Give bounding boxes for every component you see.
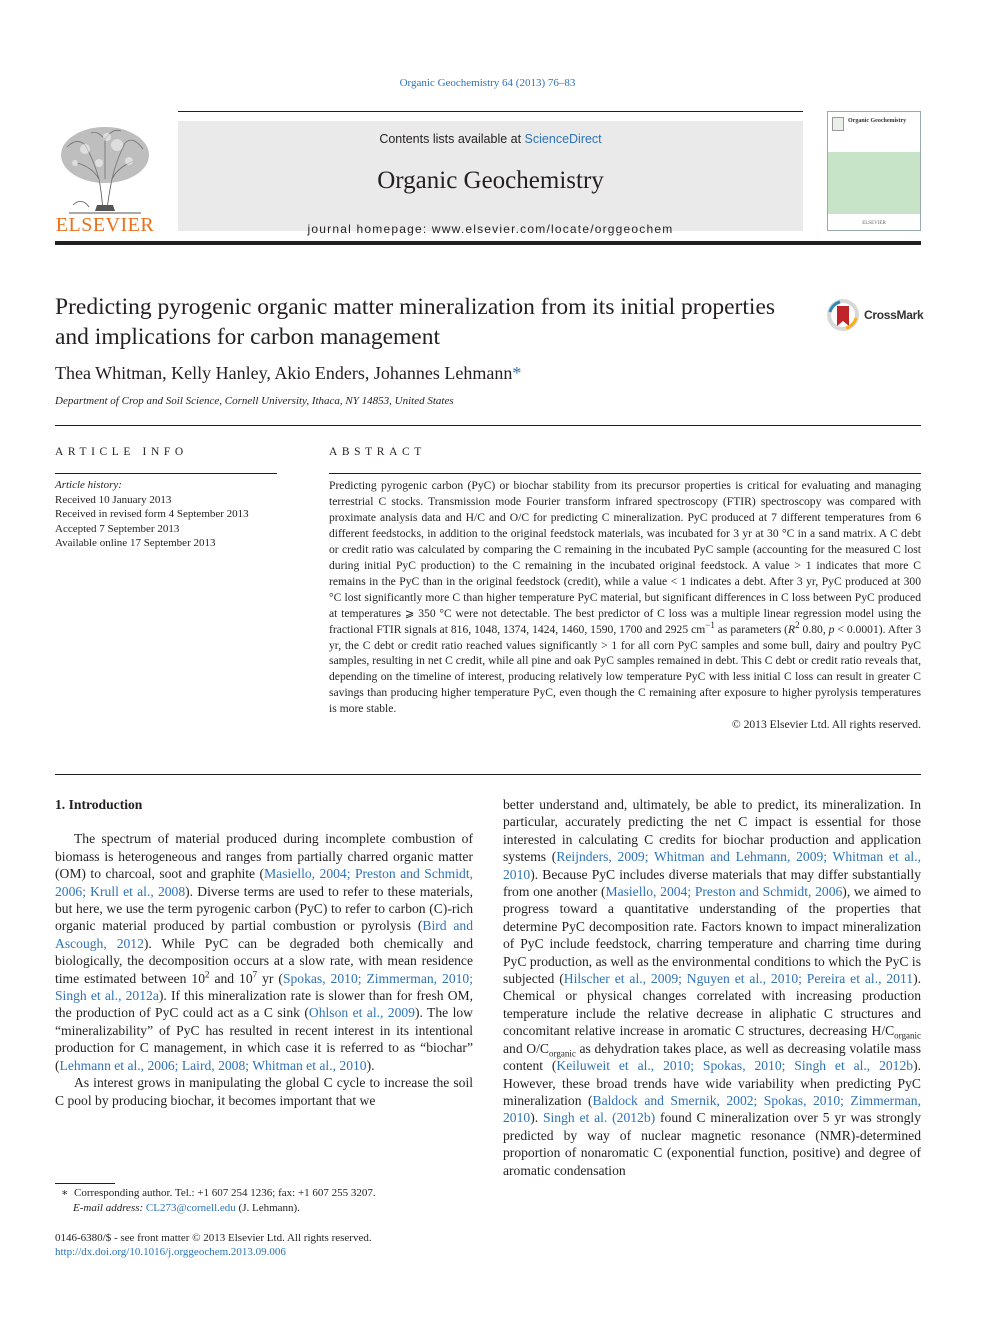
intro-paragraph-1: The spectrum of material produced during incomplete combustion of biomass is heterogeneous and ranges from partially charred organic matter (OM) to charcoal, soot and graphite (Masiello, 2004; Preston and Schmidt, 2006; Krull et al., 2008). Diverse terms are used to refer to these materials, but here, we use the term pyrogenic carbon (PyC) to refer to carbon (C)-rich organic material produced by partial combustion or pyrolysis (Bird and Ascough, 2012). While PyC can be degraded both chemically and biologically, the decomposition occurs at a slow rate, with mean residence time estimated between $10^2$ and $10^7$ yr (Spokas, 2010; Zimmerman, 2010; Singh et al., 2012a). If this mineralization rate is slower than for fresh OM, the production of PyC could act as a C sink (Ohlson et al., 2009). The low “mineralizability” of PyC has resulted in recent interest in its intentional production for C management, in which case it is referred to as “biochar” (Lehmann et al., 2006; Laird, 2008; Whitman et al., 2010).: [55, 831, 474, 1073]
ref-link[interactable]: Keiluweit et al., 2010; Spokas, 2010; Singh et al., 2012b: [556, 1058, 914, 1074]
issn-block: [55, 1231, 555, 1259]
body-column-right: [503, 796, 921, 1179]
article-info-heading: ARTICLE INFO: [55, 446, 188, 458]
contents-prefix: Contents lists available at: [379, 132, 525, 146]
article-history: [55, 478, 285, 551]
corresponding-author-mark[interactable]: *: [512, 363, 522, 383]
ref-link[interactable]: Lehmann et al., 2006; Laird, 2008; Whitman et al., 2010: [59, 1057, 367, 1073]
ref-link[interactable]: Baldock and Smernik, 2002; Spokas, 2010; Zimmerman, 2010: [503, 1092, 922, 1126]
abstract-rule: [329, 473, 921, 474]
history-received: Received 10 January 2013: [55, 493, 172, 506]
history-accepted: Accepted 7 September 2013: [55, 522, 180, 535]
abstract-body: [329, 478, 921, 733]
affiliation: Department of Crop and Soil Science, Cornell University, Ithaca, NY 14853, United States: [55, 395, 454, 407]
footnote-corresponding: ∗ Corresponding author. Tel.: +1 607 254 1236; fax: +1 607 255 3207.: [61, 1187, 376, 1199]
contents-line: [178, 132, 803, 146]
ref-link[interactable]: Bird and Ascough, 2012: [55, 918, 473, 951]
corresponding-text: Corresponding author. Tel.: +1 607 254 1236; fax: +1 607 255 3207.: [73, 1187, 376, 1199]
footnote-email: [55, 1201, 473, 1216]
history-label: Article history:: [55, 479, 122, 491]
authors-text: Thea Whitman, Kelly Hanley, Akio Enders, Johannes Lehmann: [55, 363, 513, 383]
email-suffix: (J. Lehmann).: [238, 1202, 300, 1214]
journal-banner: [178, 121, 803, 236]
abstract-copyright: © 2013 Elsevier Ltd. All rights reserved.: [731, 718, 921, 732]
doi-link[interactable]: http://dx.doi.org/10.1016/j.orggeochem.2013.09.006: [55, 1246, 286, 1258]
crossmark-badge[interactable]: [826, 298, 926, 334]
ref-link[interactable]: Spokas, 2010; Zimmerman, 2010; Singh et al., 2012a: [55, 970, 473, 1004]
cover-publisher: ELSEVIER: [862, 221, 886, 226]
ref-link[interactable]: Masiello, 2004; Preston and Schmidt, 2006; Krull et al., 2008: [55, 866, 473, 899]
email-label: E-mail address:: [73, 1202, 144, 1214]
homepage-url[interactable]: www.elsevier.com/locate/orggeochem: [431, 222, 674, 236]
footnote-rule: [55, 1183, 115, 1184]
body-column-left: [55, 796, 473, 1109]
info-top-rule: [55, 425, 921, 426]
abstract-bottom-rule: [55, 774, 921, 775]
journal-cover-thumbnail[interactable]: [827, 111, 921, 231]
email-link[interactable]: CL273@cornell.edu: [145, 1202, 236, 1214]
author-list: [55, 363, 521, 384]
history-revised: Received in revised form 4 September 2013: [55, 508, 249, 520]
intro-paragraph-2-cont: better understand and, ultimately, be able to predict, its mineralization. In particular, accurately predicting the net C impact is essential for those interested in calculating C credits for biochar production and application systems (Reijnders, 2009; Whitman and Lehmann, 2009; Whitman et al., 2010). Because PyC includes diverse materials that may differ substantially from one another (Masiello, 2004; Preston and Schmidt, 2006), we aimed to progress toward a quantitative understanding of the properties that determine PyC decomposition rate. Factors known to impact mineralization of PyC include feedstock, charring temperature and charring time during PyC production, as well as the environmental conditions to which the PyC is subjected (Hilscher et al., 2009; Nguyen et al., 2010; Pereira et al., 2011). Chemical or physical changes correlated with increasing production temperature include the relative decrease in aliphatic C structures and concomitant relative increase in aromatic C structures, decreasing $H/C_{organic}$ and $O/C_{organic}$ as dehydration takes place, as well as decreasing volatile mass content (Keiluweit et al., 2010; Spokas, 2010; Singh et al., 2012b). However, these broad trends have wide variability when predicting PyC mineralization (Baldock and Smernik, 2002; Spokas, 2010; Zimmerman, 2010). Singh et al. (2012b) found C mineralization over 5 yr was strongly predicted by way of nuclear magnetic resonance (NMR)-determined proportion of nonaromatic C (exponential function, positive) and degree of aromatic condensation: [503, 797, 922, 1178]
cover-band: [828, 152, 920, 214]
introduction-heading: 1. Introduction: [55, 797, 143, 812]
cover-logo-icon: [832, 117, 844, 131]
history-online: Available online 17 September 2013: [55, 537, 216, 549]
article-info-rule: [55, 473, 277, 474]
journal-homepage: [178, 222, 803, 236]
crossmark-label: CrossMark: [864, 308, 924, 322]
journal-title[interactable]: Organic Geochemistry: [377, 167, 604, 194]
footnote: [55, 1186, 473, 1216]
abstract-text: Predicting pyrogenic carbon (PyC) or biochar stability from its precursor properties is critical for evaluating and managing terrestrial C stocks. Transmission mode Fourier transform infrared spectroscopy (FTIR) spectroscopy was compared with proximate analysis data and H/C and O/C for predicting C mineralization. PyC produced at 7 different temperatures from 6 different feedstocks, in addition to the original feedstock materials, was incubated for 3 yr at 30 °C in a sand matrix. A C debt or credit ratio was calculated by comparing the C remaining in the incubated PyC sample (accounting for the measured C lost during initial PyC production) to the C remaining in the incubated original feedstock. A value > 1 indicates that more C remains in the PyC than in the original feedstock (credit), while a value < 1 indicates a debt. After 3 yr, PyC produced at 300 °C lost significantly more C than higher temperature PyC material, but significant differences in C loss between PyC produced at temperatures ⩾ 350 °C were not detectable. The best predictor of C loss was a multiple linear regression model using the fractional FTIR signals at 816, 1048, 1374, 1424, 1460, 1590, 1700 and 2925 $cm^{-1}$ as parameters ($R^2$ 0.80, p < 0.0001). After 3 yr, the C debt or credit ratio reached values significantly > 1 for all corn PyC samples and some bull, dairy and poultry PyC samples, resulting in net C credit, while all pine and oak PyC samples remained in debt. This C debt or credit ratio reveals that, depending on the timeline of interest, producing relatively low temperature PyC with less initial C loss can result in greater C savings than producing higher temperature PyC, even though the C remaining after exposure to higher pyrolysis temperatures is more stable.: [329, 479, 921, 716]
abstract-heading: ABSTRACT: [329, 446, 426, 458]
header-bottom-rule: [55, 241, 921, 245]
ref-link[interactable]: Reijnders, 2009; Whitman and Lehmann, 2009; Whitman et al., 2010: [503, 849, 921, 882]
ref-link[interactable]: Masiello, 2004; Preston and Schmidt, 2006: [605, 884, 843, 900]
ref-link[interactable]: Ohlson et al., 2009: [308, 1005, 415, 1021]
journal-header: [55, 111, 921, 248]
issn-line: 0146-6380/$ - see front matter © 2013 Elsevier Ltd. All rights reserved.: [55, 1232, 372, 1244]
ref-link[interactable]: Singh et al. (2012b): [542, 1110, 656, 1126]
homepage-prefix: journal homepage:: [307, 222, 432, 236]
sciencedirect-link[interactable]: ScienceDirect: [524, 132, 602, 146]
article-title: Predicting pyrogenic organic matter mineralization from its initial properties and implications for carbon management: [55, 294, 776, 350]
cover-title: Organic Geochemistry: [848, 118, 907, 124]
intro-paragraph-2: As interest grows in manipulating the global C cycle to increase the soil C pool by producing biochar, it becomes important that we: [55, 1075, 473, 1108]
header-top-rule: [178, 111, 803, 112]
journal-citation[interactable]: Organic Geochemistry 64 (2013) 76–83: [399, 77, 576, 89]
crossmark-icon: [826, 298, 860, 332]
elsevier-wordmark: ELSEVIER: [55, 214, 155, 236]
ref-link[interactable]: Hilscher et al., 2009; Nguyen et al., 2010; Pereira et al., 2011: [563, 971, 914, 987]
